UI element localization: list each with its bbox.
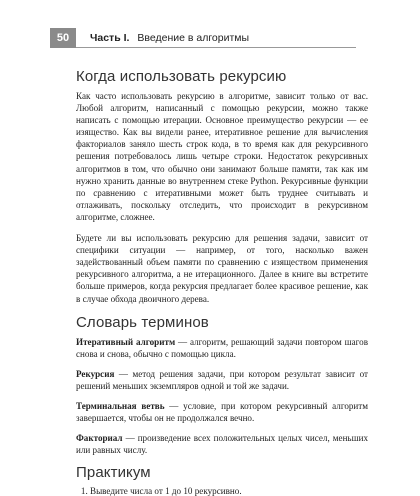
glossary-definition: — произведение всех положительных целых чисел, меньших или равных числу. xyxy=(76,433,368,456)
paragraph: Как часто использовать рекурсию в алгоритме, зависит только от вас. Любой алгоритм, написанный с помощью рекурсии, можно также написать с помощью итерации. Основное преимущество рекурсии — ее изящество. Как вы видели ранее, итеративное решение для вычисления факториалов заняло шесть строк кода, в то время как для рекурсивного решения потребовалось лишь четыре строки. Недостаток рекурсивных алгоритмов в том, что обычно они занимают больше памяти, так как им нужно хранить данные во внутреннем стеке Python. Рекурсивные функции по сравнению с итеративными может быть труднее считывать и отлаживать, поскольку отследить, что происходит в рекурсивном алгоритме, сложнее. xyxy=(76,91,368,222)
glossary-definition: — алгоритм, решающий задачи повтором шагов снова и снова, обычно с помощью цикла. xyxy=(76,336,369,359)
section-title-practice: Практикум xyxy=(76,464,151,482)
paragraph: Будете ли вы использовать рекурсию для решения задачи, зависит от специфики ситуации — например, от того, насколько важен задействованный объем памяти по сравнению с изяществом применения рекурсивного алгоритма, а не итерационного. Далее в книге вы встретите больше примеров, когда рекурсия предлагает более красивое решение, как в случае обхода двоичного дерева. xyxy=(76,233,368,304)
running-header xyxy=(50,28,356,48)
glossary-term: Терминальная ветвь xyxy=(76,400,165,411)
running-head xyxy=(76,28,356,48)
glossary-definition: — метод решения задачи, при котором результат зависит от решений меньших экземпляров одной и той же задачи. xyxy=(76,368,368,391)
section-title-when-recursion: Когда использовать рекурсию xyxy=(76,68,287,85)
glossary-entry xyxy=(76,432,368,456)
page-content xyxy=(76,68,368,496)
glossary-term: Рекурсия xyxy=(76,368,115,379)
glossary-term: Итеративный алгоритм xyxy=(76,336,176,347)
chapter-title: Введение в алгоритмы xyxy=(137,31,250,44)
practice-item: 1. Выведите числа от 1 до 10 рекурсивно. xyxy=(90,486,368,496)
glossary-entry xyxy=(76,368,368,392)
part-label: Часть I. xyxy=(90,31,130,44)
page-number: 50 xyxy=(50,28,76,48)
glossary-entry xyxy=(76,400,368,424)
glossary-definition: — условие, при котором рекурсивный алгоритм завершается, чтобы он не продолжался вечно. xyxy=(76,400,369,424)
section-title-glossary: Словарь терминов xyxy=(76,313,209,331)
practice-list xyxy=(76,486,368,496)
glossary-term: Факториал xyxy=(76,433,123,444)
glossary-entry xyxy=(76,336,368,360)
